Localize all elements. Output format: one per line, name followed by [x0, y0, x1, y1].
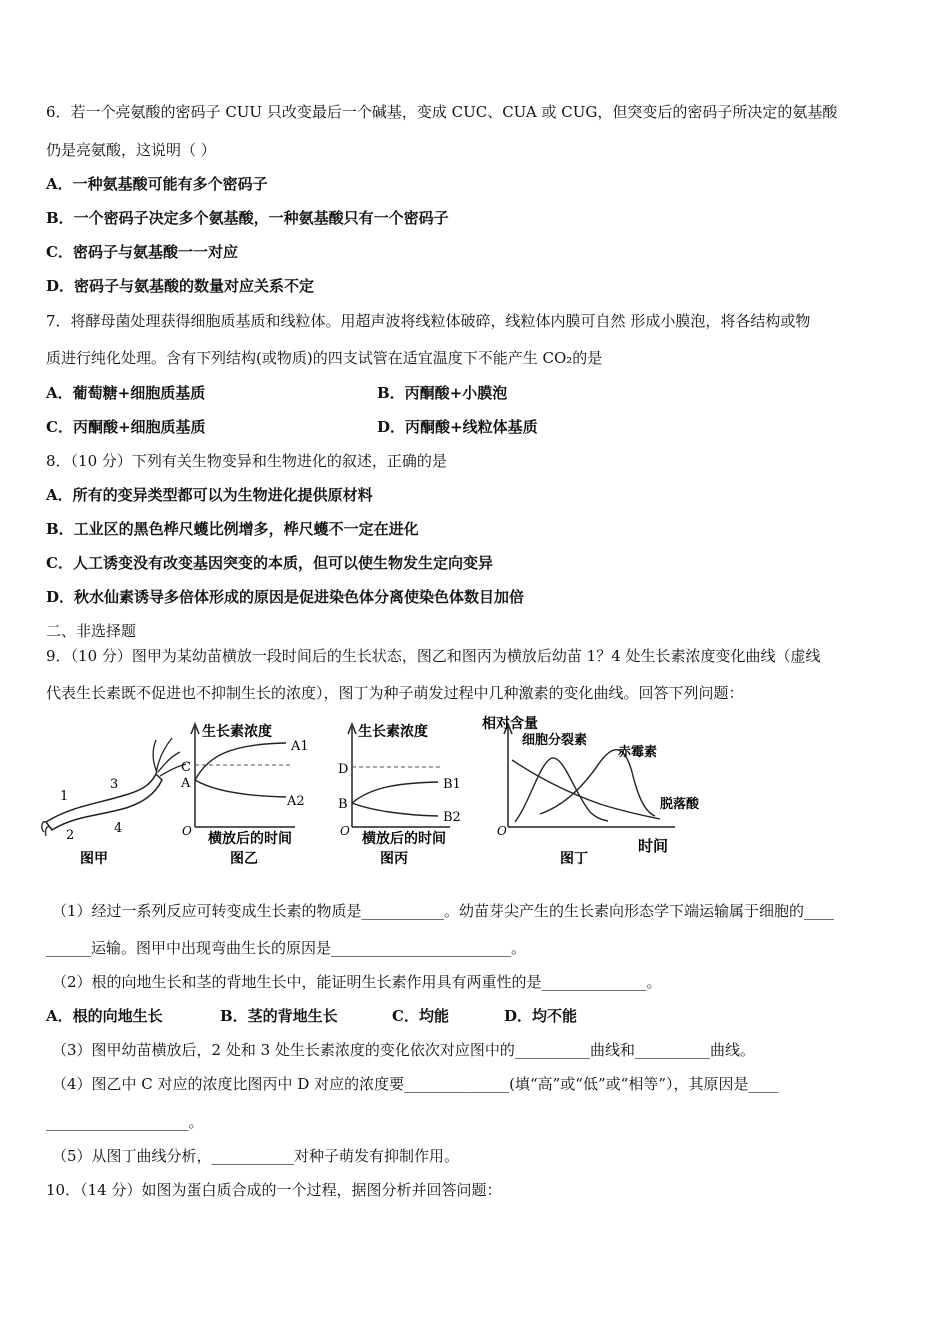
q9-part2-option-b: B．茎的背地生长: [220, 1007, 338, 1025]
q7-stem-line1: 7．将酵母菌处理获得细胞质基质和线粒体。用超声波将线粒体破碎，线粒体内膜可自然 形成小膜泡，将各结构或物: [46, 312, 811, 330]
ding-ylabel: 相对含量: [482, 716, 538, 732]
yi-label-a: A: [181, 776, 191, 791]
ding-curve-cytokinin: [515, 758, 608, 822]
ding-curve-abscisic-acid: [512, 760, 660, 819]
q9-part2-option-d: D．均不能: [504, 1007, 578, 1025]
bing-label-b2: B2: [443, 810, 461, 825]
yi-curve-a2: [195, 780, 286, 797]
bing-label-d: D: [338, 762, 349, 777]
q7-option-c: C．丙酮酸+细胞质基质: [46, 418, 206, 436]
bing-caption: 图丙: [380, 851, 408, 867]
q8-option-c: C．人工诱变没有改变基因突变的本质，但可以使生物发生定向变异: [46, 554, 493, 572]
q6-option-b: B．一个密码子决定多个氨基酸，一种氨基酸只有一个密码子: [46, 209, 449, 227]
fig-yi: [180, 723, 309, 867]
ding-label-gibberellin: 赤霉素: [618, 745, 658, 760]
yi-label-c: C: [181, 760, 191, 775]
q9-part3: （3）图甲幼苗横放后，2 处和 3 处生长素浓度的变化依次对应图中的__________曲线和__________曲线。: [52, 1041, 755, 1059]
q9-figures: [40, 712, 740, 877]
q6-option-d: D．密码子与氨基酸的数量对应关系不定: [46, 277, 315, 295]
q8-option-b: B．工业区的黑色桦尺蠖比例增多，桦尺蠖不一定在进化: [46, 520, 419, 538]
fig-jia: [42, 738, 186, 867]
bing-origin: O: [340, 824, 350, 838]
q6-option-a: A．一种氨基酸可能有多个密码子: [46, 175, 268, 193]
q7-option-a: A．葡萄糖+细胞质基质: [46, 384, 206, 402]
bing-ylabel: 生长素浓度: [358, 724, 428, 740]
q8-option-d: D．秋水仙素诱导多倍体形成的原因是促进染色体分离使染色体数目加倍: [46, 588, 525, 606]
ding-caption: 图丁: [560, 851, 588, 867]
fig-ding: [482, 715, 700, 867]
q7-option-b: B．丙酮酸+小膜泡: [377, 384, 508, 402]
yi-label-a2: A2: [287, 794, 305, 809]
q9-part4-line2: ___________________。: [46, 1113, 204, 1131]
bing-xlabel: 横放后的时间: [362, 831, 446, 847]
q9-part5: （5）从图丁曲线分析，___________对种子萌发有抑制作用。: [52, 1147, 460, 1165]
q7-stem-line2: 质进行纯化处理。含有下列结构(或物质)的四支试管在适宜温度下不能产生 CO₂的是: [46, 349, 603, 367]
q9-part4-line1: （4）图乙中 C 对应的浓度比图丙中 D 对应的浓度要______________(填“高”或“低”或“相等”），其原因是____: [52, 1075, 779, 1093]
jia-label-3: 3: [110, 777, 119, 792]
q6-option-c: C．密码子与氨基酸一一对应: [46, 243, 238, 261]
bing-label-b: B: [338, 797, 348, 812]
jia-caption: 图甲: [80, 851, 108, 867]
q9-stem-line2: 代表生长素既不促进也不抑制生长的浓度），图丁为种子萌发过程中几种激素的变化曲线。回答下列问题：: [46, 684, 744, 702]
q7-option-d: D．丙酮酸+线粒体基质: [377, 418, 538, 436]
jia-label-2: 2: [66, 828, 75, 843]
yi-xlabel: 横放后的时间: [208, 831, 292, 847]
q9-part2: （2）根的向地生长和茎的背地生长中，能证明生长素作用具有两重性的是______________。: [52, 973, 662, 991]
q9-part2-option-c: C．均能: [392, 1007, 449, 1025]
yi-caption: 图乙: [230, 851, 258, 867]
q8-option-a: A．所有的变异类型都可以为生物进化提供原材料: [46, 486, 373, 504]
ding-label-cytokinin: 细胞分裂素: [522, 733, 588, 748]
ding-xlabel: 时间: [638, 837, 669, 855]
bing-curve-b1: [352, 782, 438, 803]
q6-stem-line1: 6．若一个亮氨酸的密码子 CUU 只改变最后一个碱基，变成 CUC、CUA 或 CUG，但突变后的密码子所决定的氨基酸: [46, 103, 838, 121]
bing-curve-b2: [352, 803, 438, 816]
q9-part1-line1: （1）经过一系列反应可转变成生长素的物质是___________。幼苗芽尖产生的生长素向形态学下端运输属于细胞的____: [52, 902, 835, 920]
bing-label-b1: B1: [443, 777, 461, 792]
q10-stem: 10．（14 分）如图为蛋白质合成的一个过程，据图分析并回答问题：: [46, 1181, 502, 1199]
yi-curve-a1: [195, 743, 286, 780]
ding-origin: O: [497, 824, 507, 838]
yi-origin: O: [182, 824, 192, 838]
section-title: 二、非选择题: [46, 622, 137, 640]
jia-label-1: 1: [60, 789, 69, 804]
q9-part1-line2: ______运输。图甲中出现弯曲生长的原因是________________________。: [46, 939, 527, 957]
q6-stem-line2: 仍是亮氨酸，这说明（ ）: [46, 141, 216, 159]
fig-bing: [338, 723, 461, 867]
q9-stem-line1: 9．（10 分）图甲为某幼苗横放一段时间后的生长状态，图乙和图丙为横放后幼苗 1？4 处生长素浓度变化曲线（虚线: [46, 647, 821, 665]
yi-ylabel: 生长素浓度: [202, 724, 272, 740]
q9-part2-option-a: A．根的向地生长: [46, 1007, 163, 1025]
jia-label-4: 4: [114, 821, 123, 836]
q8-stem: 8．（10 分）下列有关生物变异和生物进化的叙述，正确的是: [46, 452, 447, 470]
ding-label-abscisic-acid: 脱落酸: [660, 797, 700, 812]
yi-label-a1: A1: [291, 739, 309, 754]
